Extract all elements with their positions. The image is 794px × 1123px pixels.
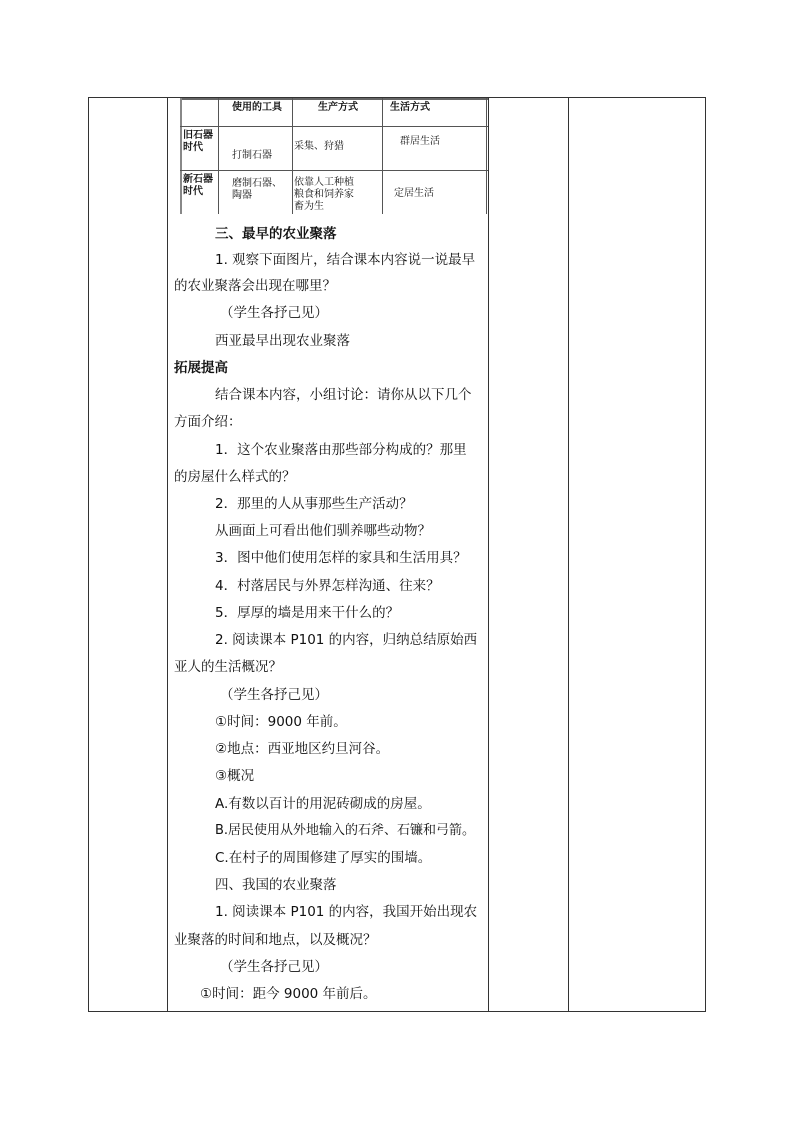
column-divider [488,98,489,1011]
text-line: A.有数以百计的用泥砖砌成的房屋。 [215,796,431,812]
text-line: 业聚落的时间和地点，以及概况？ [174,932,377,948]
text-line: 3．图中他们使用怎样的家具和生活用具？ [215,550,467,566]
text-line: C.在村子的周围修建了厚实的围墙。 [215,850,432,866]
table-header: 使用的工具 [232,102,282,113]
text-line: （学生各抒己见） [220,687,328,703]
table-cell: 定居生活 [394,188,434,199]
text-line: ②地点：西亚地区约旦河谷。 [215,741,390,757]
text-line: 亚人的生活概况？ [174,659,282,675]
stone-age-comparison-table [180,98,488,214]
text-line: 结合课本内容，小组讨论：请你从以下几个 [215,387,472,403]
text-line: ①时间：距今 9000 年前后。 [200,986,377,1002]
text-line: 2. 阅读课本 P101 的内容，归纳总结原始西 [215,632,478,648]
text-line: 西亚最早出现农业聚落 [215,333,350,349]
text-line: 1．这个农业聚落由那些部分构成的？那里 [215,442,467,458]
text-line: ③概况 [215,768,255,784]
text-line: 的农业聚落会出现在哪里？ [174,278,336,294]
column-divider [568,98,569,1011]
section-heading: 四、我国的农业聚落 [215,877,337,893]
text-line: （学生各抒己见） [220,959,328,975]
text-line: 方面介绍： [174,414,242,430]
text-line: 4．村落居民与外界怎样沟通、往来？ [215,578,440,594]
row-label: 旧石器 时代 [183,130,213,153]
text-line: 的房屋什么样式的？ [174,469,296,485]
row-label: 新石器 时代 [183,174,213,197]
text-line: 从画面上可看出他们驯养哪些动物？ [215,523,431,539]
text-line: 5．厚厚的墙是用来干什么的？ [215,605,400,621]
table-cell: 采集、狩猎 [294,141,344,152]
column-divider [167,98,168,1011]
section-heading: 三、最早的农业聚落 [215,226,337,242]
text-line: 2．那里的人从事那些生产活动？ [215,496,413,512]
text-line: 1. 阅读课本 P101 的内容，我国开始出现农 [215,904,478,920]
text-line: 1. 观察下面图片，结合课本内容说一说最早 [215,252,476,268]
table-cell: 依靠人工种植 粮食和饲养家 畜为生 [294,177,354,212]
table-cell: 磨制石器、 陶器 [232,178,282,201]
text-line: （学生各抒己见） [220,305,328,321]
table-cell: 群居生活 [400,136,440,147]
text-line: B.居民使用从外地输入的石斧、石镰和弓箭。 [215,823,476,838]
text-line: ①时间：9000 年前。 [215,714,347,730]
section-heading: 拓展提高 [174,360,228,376]
table-header: 生产方式 [318,102,358,113]
table-cell: 打制石器 [232,150,272,161]
table-header: 生活方式 [390,102,430,113]
